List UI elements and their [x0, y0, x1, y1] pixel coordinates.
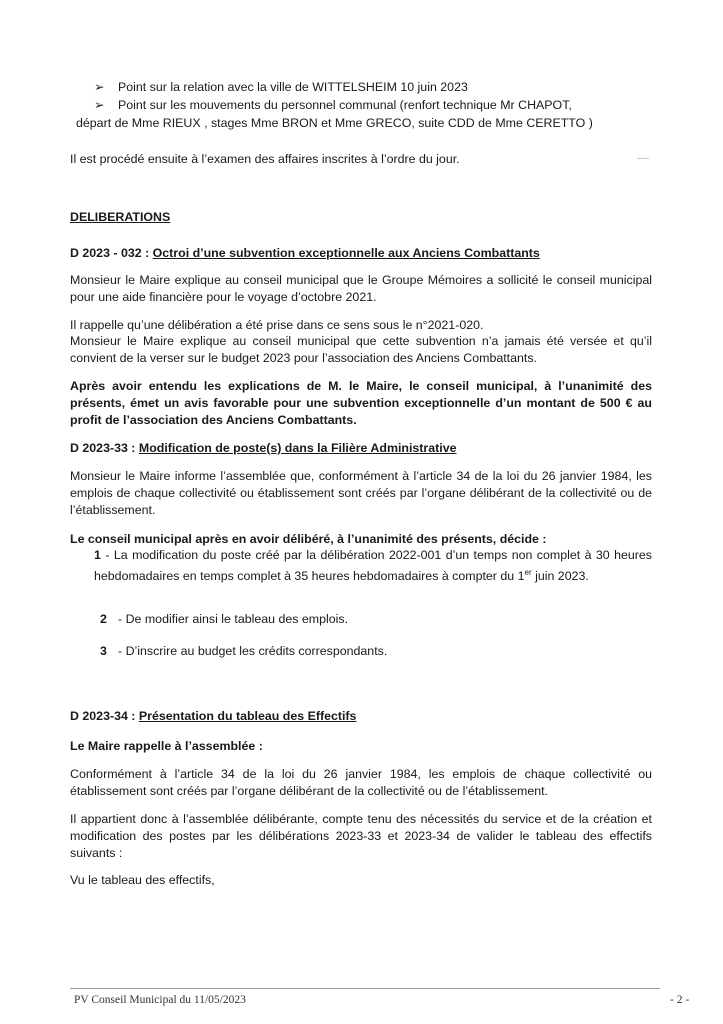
deliberation-code: D 2023-34 :	[70, 709, 139, 723]
list-number: 1	[94, 548, 101, 562]
list-item-3	[100, 643, 387, 660]
paragraph-034-1: Conformément à l’article 34 de la loi du 26 janvier 1984, les emplois de chaque collectivité ou établissement sont créés par l’organe délibérant de la collectivité ou de l’établissement.	[70, 767, 652, 798]
list-item-1	[94, 547, 652, 585]
deliberation-title: Modification de poste(s) dans la Filière Administrative	[138, 441, 457, 455]
paragraph-033-1: Monsieur le Maire informe l’assemblée que, conformément à l’article 34 de la loi du 26 janvier 1984, les emplois de chaque collectivité ou établissement sont créés par l’organe délibérant de la collectivité ou de l’établissement.	[70, 469, 652, 517]
arrow-bullet-icon: ➢	[94, 80, 105, 94]
bullet-item-1	[94, 79, 468, 96]
decision-033: Le conseil municipal après en avoir délibéré, à l’unanimité des présents, décide :	[70, 532, 547, 546]
paragraph-034-3: Vu le tableau des effectifs,	[70, 873, 215, 887]
intro-paragraph: Il est procédé ensuite à l’examen des affaires inscrites à l’ordre du jour.	[70, 152, 460, 166]
list-number: 3	[100, 644, 107, 658]
bullet-text: Point sur la relation avec la ville de WITTELSHEIM 10 juin 2023	[118, 80, 468, 94]
deliberation-code: D 2023-33 :	[70, 441, 139, 455]
arrow-bullet-icon: ➢	[94, 98, 105, 112]
superscript: er	[524, 568, 532, 577]
page-number: - 2 -	[670, 994, 690, 1006]
paragraph-034-2: Il appartient donc à l’assemblée délibérante, compte tenu des nécessités du service et de la création et modification des postes par les délibérations 2023-33 et 2023-34 de valider le tableau des effectifs suivants :	[70, 812, 652, 860]
footer-left: PV Conseil Municipal du 11/05/2023	[74, 994, 246, 1006]
list-text: - D’inscrire au budget les crédits correspondants.	[118, 644, 388, 658]
list-text-end: juin 2023.	[531, 569, 589, 584]
list-number: 2	[100, 612, 107, 626]
deliberation-heading-032	[70, 245, 540, 262]
deliberation-heading-033	[70, 440, 457, 457]
list-text: - La modification du poste créé par la délibération 2022-001 d’un temps non complet à 30 heures hebdomadaires en temps complet à 35 heures hebdomadaires à compter du 1	[94, 548, 652, 584]
bullet-text: Point sur les mouvements du personnel communal (renfort technique Mr CHAPOT,	[118, 98, 572, 112]
bullet-item-2	[94, 97, 572, 114]
list-item-2	[100, 611, 348, 628]
deliberation-heading-034	[70, 708, 356, 725]
deliberation-title: Octroi d’une subvention exceptionnelle aux Anciens Combattants	[152, 246, 540, 260]
deliberation-code: D 2023 - 032 :	[70, 246, 153, 260]
rappel-heading: Le Maire rappelle à l’assemblée :	[70, 739, 263, 753]
deliberation-title: Présentation du tableau des Effectifs	[138, 709, 357, 723]
footer-divider	[70, 988, 660, 989]
paragraph-032-2a: Il rappelle qu’une délibération a été prise dans ce sens sous le n°2021-020.	[70, 318, 484, 332]
bullet-item-2-continuation: départ de Mme RIEUX , stages Mme BRON et Mme GRECO, suite CDD de Mme CERETTO )	[76, 116, 593, 130]
paragraph-032-2b: Monsieur le Maire explique au conseil municipal que cette subvention n’a jamais été versée et qu’il convient de la verser sur le budget 2023 pour l’association des Anciens Combattants.	[70, 334, 652, 365]
decision-032: Après avoir entendu les explications de M. le Maire, le conseil municipal, à l’unanimité des présents, émet un avis favorable pour une subvention exceptionnelle d’un montant de 500 € au profit de l’association des Anciens Combattants.	[70, 379, 652, 427]
section-title: DELIBERATIONS	[70, 210, 171, 224]
scan-mark	[637, 158, 649, 159]
list-text: - De modifier ainsi le tableau des emplois.	[118, 612, 349, 626]
paragraph-032-1: Monsieur le Maire explique au conseil municipal que le Groupe Mémoires a sollicité le conseil municipal pour une aide financière pour le voyage d’octobre 2021.	[70, 273, 652, 304]
